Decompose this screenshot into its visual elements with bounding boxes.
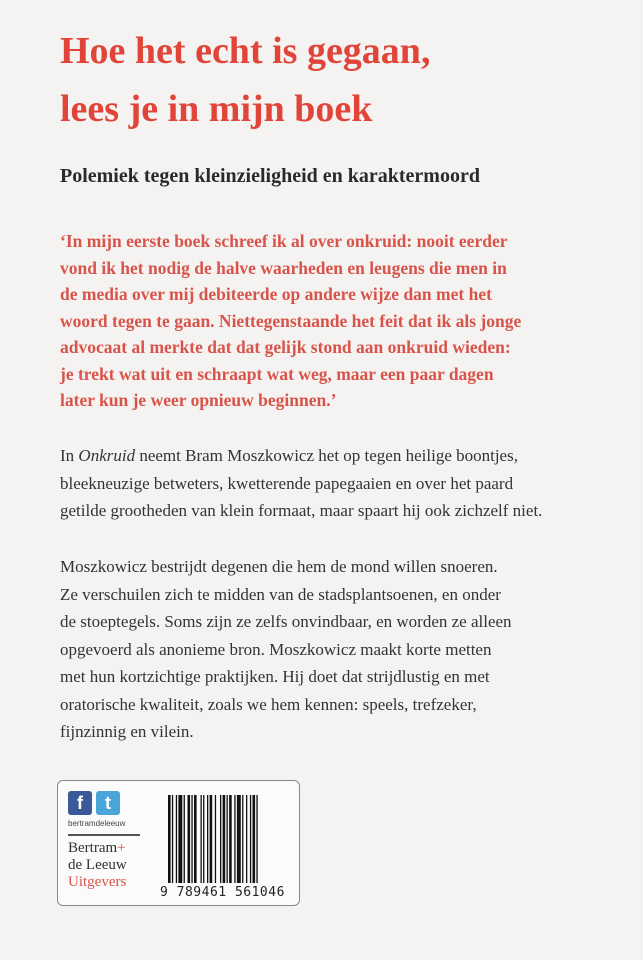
barcode-bar	[220, 795, 221, 883]
description-paragraph-2	[60, 553, 512, 746]
barcode-bar	[168, 795, 171, 883]
paragraph-line: getilde grootheden van klein formaat, maar spaart hij ook zichzelf niet.	[60, 501, 543, 520]
publisher-name: Bertram	[68, 840, 118, 856]
isbn-number: 9 789461 561046	[160, 885, 285, 900]
paragraph-line	[60, 442, 542, 470]
barcode-bar	[234, 795, 235, 883]
paragraph-line: opgevoerd als anonieme bron. Moszkowicz maakt korte metten	[60, 639, 492, 659]
barcode-bar	[253, 795, 256, 883]
barcode-bar	[194, 795, 197, 883]
subtitle: Polemiek tegen kleinzieligheid en karaktermoord	[60, 165, 480, 187]
plus-mark: +	[117, 840, 126, 856]
paragraph-line: Ze verschuilen zich te midden van de stadsplantsoenen, en onder	[60, 584, 501, 604]
paragraph-line: oratorische kwaliteit, zoals we hem kennen: speels, trefzeker,	[60, 694, 477, 714]
text: In	[60, 446, 79, 465]
facebook-icon: f	[68, 791, 92, 815]
quote-line: advocaat al merkte dat dat gelijk stond aan onkruid wieden:	[60, 337, 511, 357]
barcode-bar	[223, 795, 226, 883]
barcode-bar	[188, 795, 191, 883]
publisher-logo	[68, 840, 127, 891]
barcode	[168, 795, 290, 887]
quote-line: later kun je weer opnieuw beginnen.’	[60, 390, 337, 410]
barcode-bar	[176, 795, 177, 883]
quote-line: je trekt wat uit en schraapt wat weg, maar een paar dagen	[60, 363, 494, 384]
barcode-bar	[242, 795, 243, 883]
paragraph-line: bleekneuzige betweters, kwetterende papegaaien en over het paard	[60, 473, 514, 493]
headline-line: lees je in mijn boek	[60, 88, 373, 130]
publisher-name: de Leeuw	[68, 857, 127, 873]
social-icons	[68, 791, 120, 815]
twitter-icon: t	[96, 791, 120, 815]
barcode-bar	[207, 795, 208, 883]
barcode-bar	[178, 795, 182, 883]
description-paragraph-1	[60, 442, 542, 525]
barcode-bar	[246, 795, 247, 883]
quote-line: ‘In mijn eerste boek schreef ik al over onkruid: nooit eerder	[60, 231, 508, 251]
barcode-bar	[227, 795, 228, 883]
quote-block	[60, 228, 521, 414]
quote-line: vond ik het nodig de halve waarheden en leugens die men in	[60, 257, 507, 278]
paragraph-line: fijnzinnig en vilein.	[60, 722, 194, 741]
divider	[68, 834, 140, 836]
barcode-bar	[215, 795, 216, 883]
quote-line: woord tegen te gaan. Niettegenstaande het feit dat ik als jonge	[60, 310, 522, 331]
barcode-bar	[201, 795, 202, 883]
text: neemt Bram Moszkowicz het op tegen heilige boontjes,	[135, 446, 518, 465]
social-handle: bertramdeleeuw	[68, 819, 126, 828]
paragraph-line: met hun kortzichtige praktijken. Hij doet dat strijdlustig en met	[60, 667, 490, 686]
barcode-bar	[191, 795, 192, 883]
paragraph-line: Moszkowicz bestrijdt degenen die hem de mond willen snoeren.	[60, 557, 498, 576]
barcode-bar	[203, 795, 204, 883]
headline-line: Hoe het echt is gegaan,	[60, 30, 431, 72]
paragraph-line: de stoeptegels. Soms zijn ze zelfs onvindbaar, en worden ze alleen	[60, 612, 512, 631]
barcode-bar	[172, 795, 173, 883]
quote-line: de media over mij debiteerde op andere wijze dan met het	[60, 284, 492, 304]
publisher-barcode-box	[57, 780, 300, 906]
headline	[60, 22, 430, 138]
barcode-bar	[184, 795, 185, 883]
book-title: Onkruid	[78, 446, 136, 465]
barcode-bar	[250, 795, 251, 883]
publisher-name: Uitgevers	[68, 874, 127, 890]
barcode-bar	[256, 795, 257, 883]
barcode-bar	[229, 795, 232, 883]
barcode-bar	[237, 795, 241, 883]
barcode-bar	[210, 795, 213, 883]
